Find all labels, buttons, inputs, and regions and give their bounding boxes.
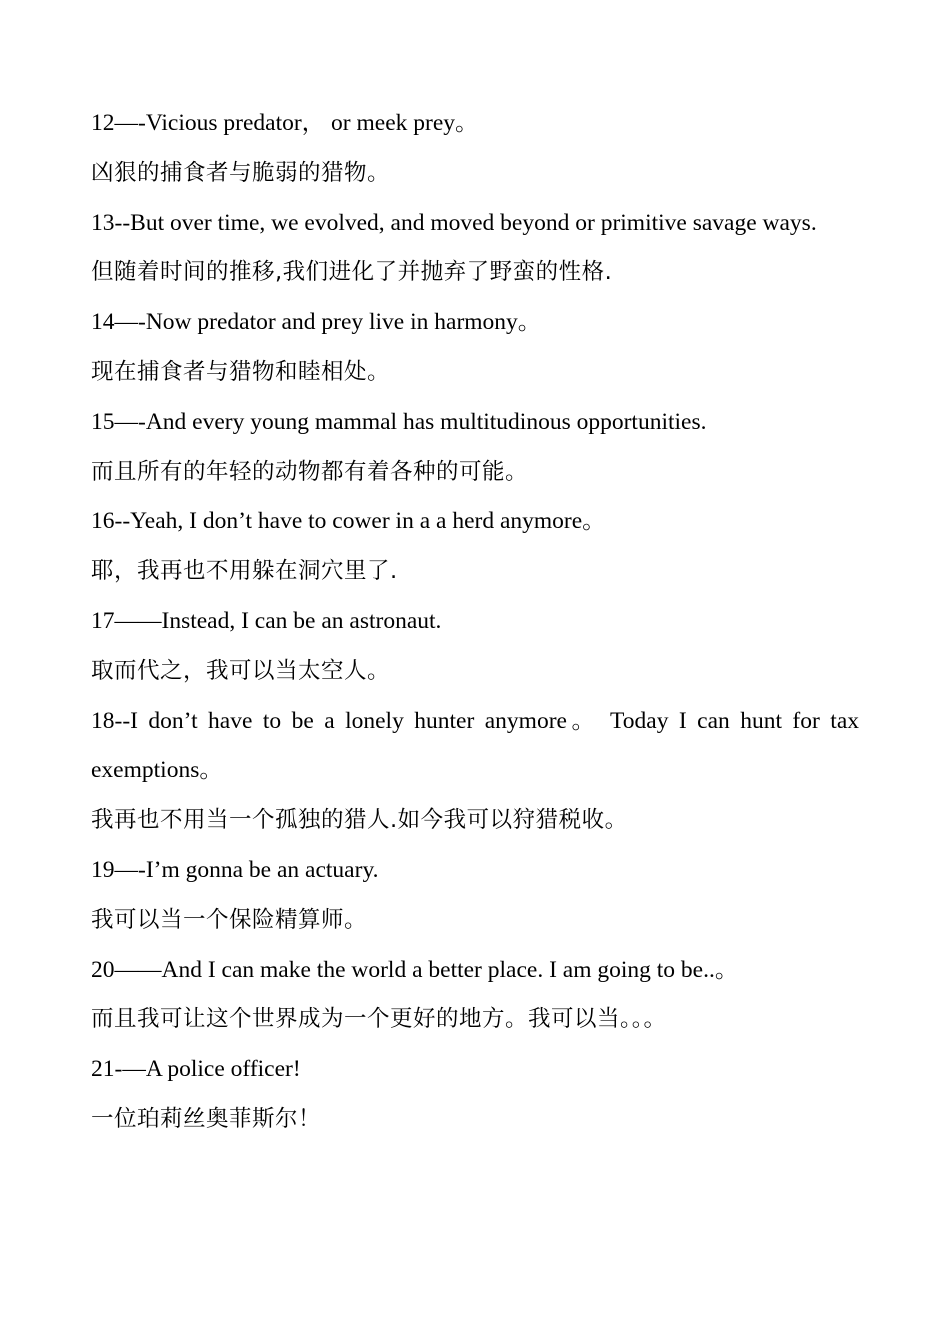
english-line-21: 21-—A police officer! — [91, 1056, 301, 1083]
english-line-14: 14—-Now predator and prey live in harmony。 — [91, 309, 542, 336]
chinese-line-19: 我可以当一个保险精算师。 — [91, 906, 368, 933]
english-line-15: 15—-And every young mammal has multitudinous opportunities. — [91, 408, 707, 435]
chinese-line-17: 取而代之，我可以当太空人。 — [91, 657, 391, 684]
document-body — [91, 99, 865, 1145]
chinese-line-16: 耶，我再也不用躲在洞穴里了. — [91, 558, 398, 585]
english-line-12: 12—-Vicious predator， or meek prey。 — [91, 110, 479, 136]
english-line-16: 16--Yeah, I don’t have to cower in a a herd anymore。 — [91, 508, 606, 535]
english-line-13: 13--But over time, we evolved, and moved beyond or primitive savage ways. — [91, 209, 817, 236]
chinese-line-21: 一位珀莉丝奥菲斯尔！ — [91, 1105, 322, 1132]
chinese-line-15: 而且所有的年轻的动物都有着各种的可能。 — [91, 458, 529, 485]
english-line-19: 19—-I’m gonna be an actuary. — [91, 856, 379, 883]
chinese-line-18: 我再也不用当一个孤独的猎人.如今我可以狩猎税收。 — [91, 807, 628, 834]
chinese-line-20: 而且我可让这个世界成为一个更好的地方。我可以当。。。 — [91, 1006, 667, 1033]
chinese-line-14: 现在捕食者与猎物和睦相处。 — [91, 358, 391, 385]
english-line-20: 20——And I can make the world a better place. I am going to be..。 — [91, 956, 739, 983]
chinese-line-12: 凶狠的捕食者与脆弱的猎物。 — [91, 159, 391, 186]
english-line-18: 18--I don’t have to be a lonely hunter anymore。 Today I can hunt for tax exemptions。 — [91, 707, 865, 784]
english-line-17: 17——Instead, I can be an astronaut. — [91, 607, 442, 634]
chinese-line-13: 但随着时间的推移,我们进化了并抛弃了野蛮的性格. — [91, 259, 613, 286]
